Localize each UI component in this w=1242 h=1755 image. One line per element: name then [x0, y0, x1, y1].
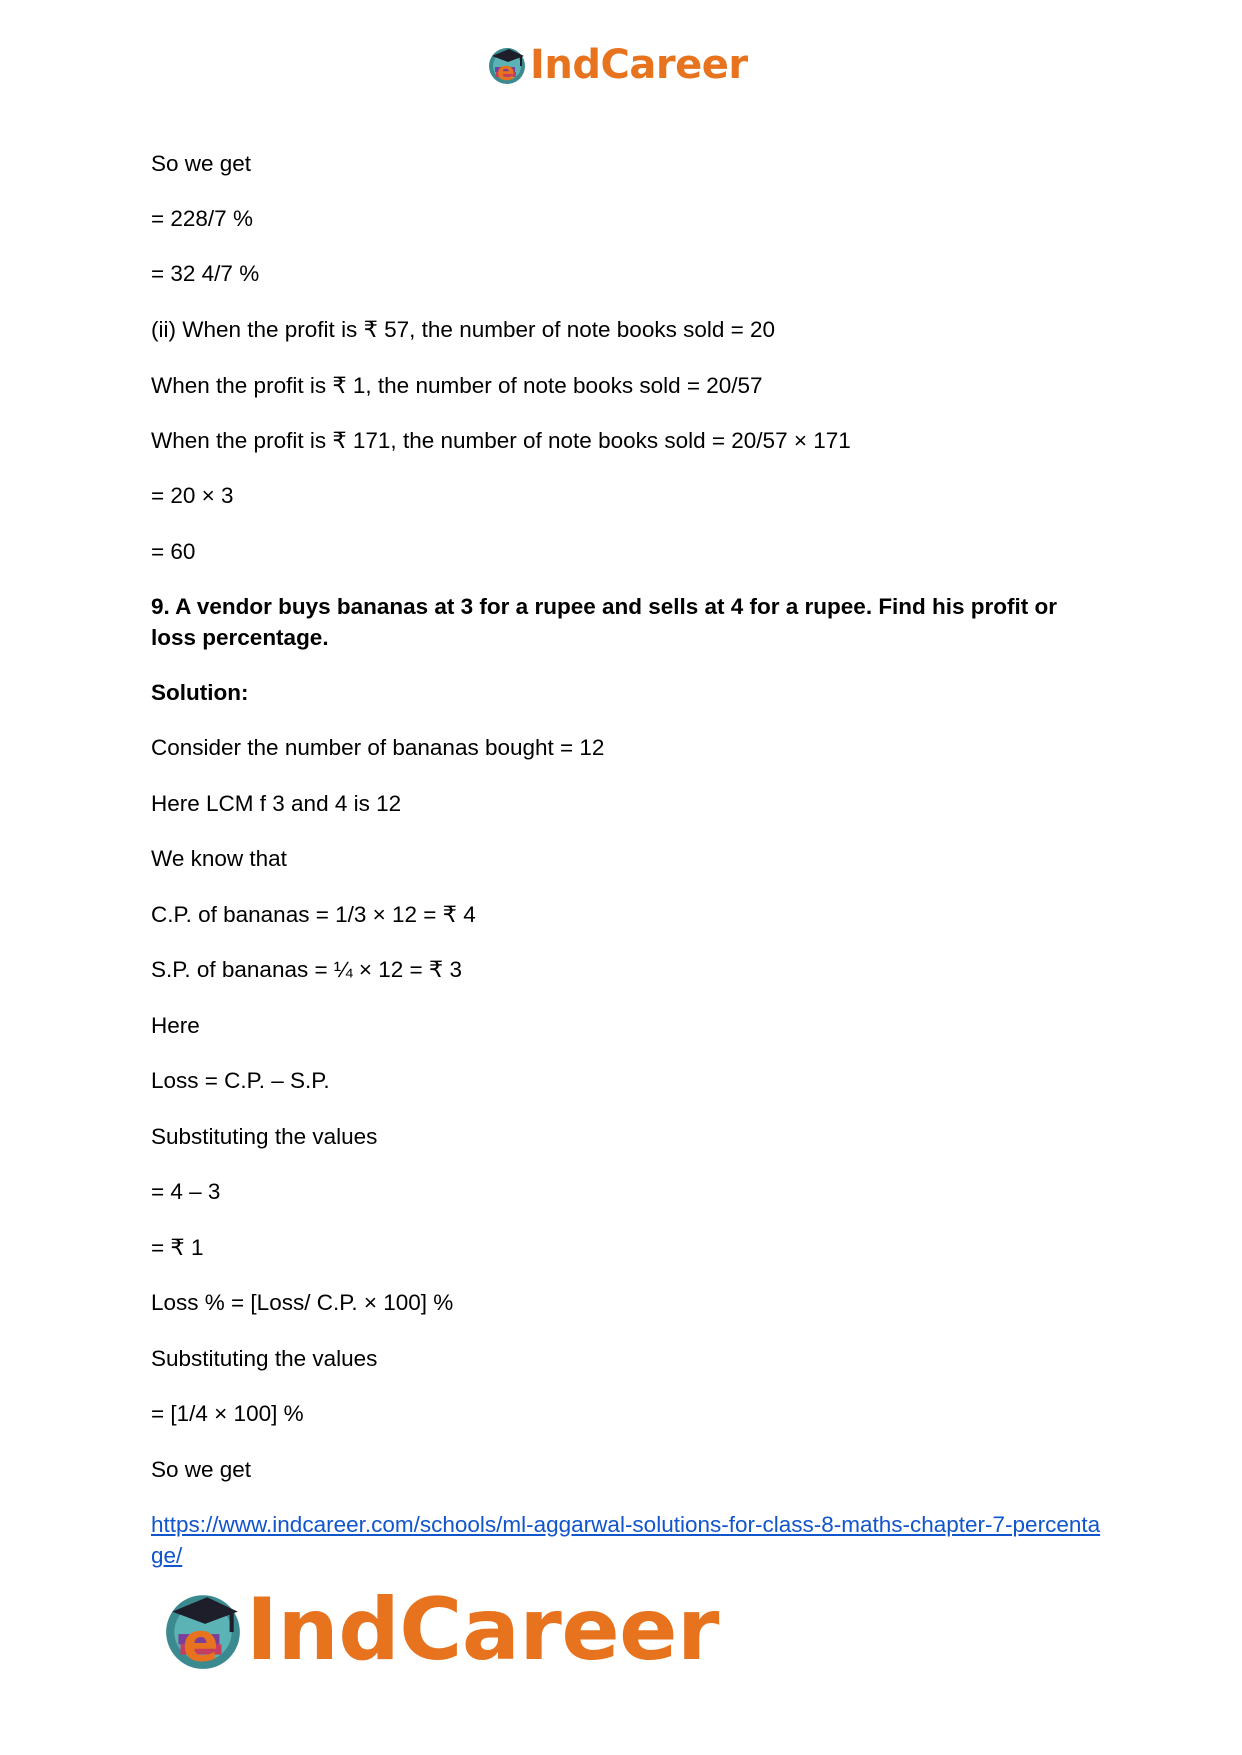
- svg-text:e: e: [497, 57, 515, 86]
- footer-logo: [160, 1580, 719, 1680]
- text-line: Substituting the values: [151, 1124, 378, 1149]
- text-line: = 228/7 %: [151, 206, 253, 231]
- footer-logo-text: IndCareer: [246, 1580, 719, 1680]
- text-line: Here LCM f 3 and 4 is 12: [151, 791, 402, 816]
- text-line: Substituting the values: [151, 1346, 378, 1371]
- question-heading: 9. A vendor buys bananas at 3 for a rupee and sells at 4 for a rupee. Find his profit or loss percentage.: [151, 594, 1058, 650]
- text-line: Here: [151, 1013, 200, 1038]
- text-line: So we get: [151, 151, 252, 176]
- text-line: = 20 × 3: [151, 483, 234, 508]
- solution-label: Solution:: [151, 680, 249, 705]
- text-line: = ₹ 1: [151, 1235, 204, 1260]
- text-line: When the profit is ₹ 171, the number of note books sold = 20/57 × 171: [151, 428, 851, 453]
- text-line: = 4 – 3: [151, 1179, 221, 1204]
- text-line: Loss = C.P. – S.P.: [151, 1068, 330, 1093]
- text-line: = [1/4 × 100] %: [151, 1401, 304, 1426]
- text-line: = 60: [151, 539, 196, 564]
- header-logo-text: IndCareer: [530, 42, 748, 88]
- source-link[interactable]: https://www.indcareer.com/schools/ml-aggarwal-solutions-for-class-8-maths-chapter-7-percentage/: [151, 1512, 1101, 1568]
- text-line: We know that: [151, 846, 287, 871]
- text-line: (ii) When the profit is ₹ 57, the number of note books sold = 20: [151, 317, 776, 342]
- text-line: S.P. of bananas = ¼ × 12 = ₹ 3: [151, 957, 463, 982]
- text-line: = 32 4/7 %: [151, 261, 260, 286]
- text-line: Consider the number of bananas bought = 12: [151, 735, 605, 760]
- text-line: So we get: [151, 1457, 252, 1482]
- text-line: C.P. of bananas = 1/3 × 12 = ₹ 4: [151, 902, 476, 927]
- text-line: Loss % = [Loss/ C.P. × 100] %: [151, 1290, 454, 1315]
- header-logo: [486, 42, 748, 88]
- graduation-cap-logo-icon: [160, 1587, 246, 1673]
- graduation-cap-logo-icon: [486, 44, 528, 86]
- svg-text:e: e: [182, 1611, 219, 1673]
- text-line: When the profit is ₹ 1, the number of note books sold = 20/57: [151, 373, 763, 398]
